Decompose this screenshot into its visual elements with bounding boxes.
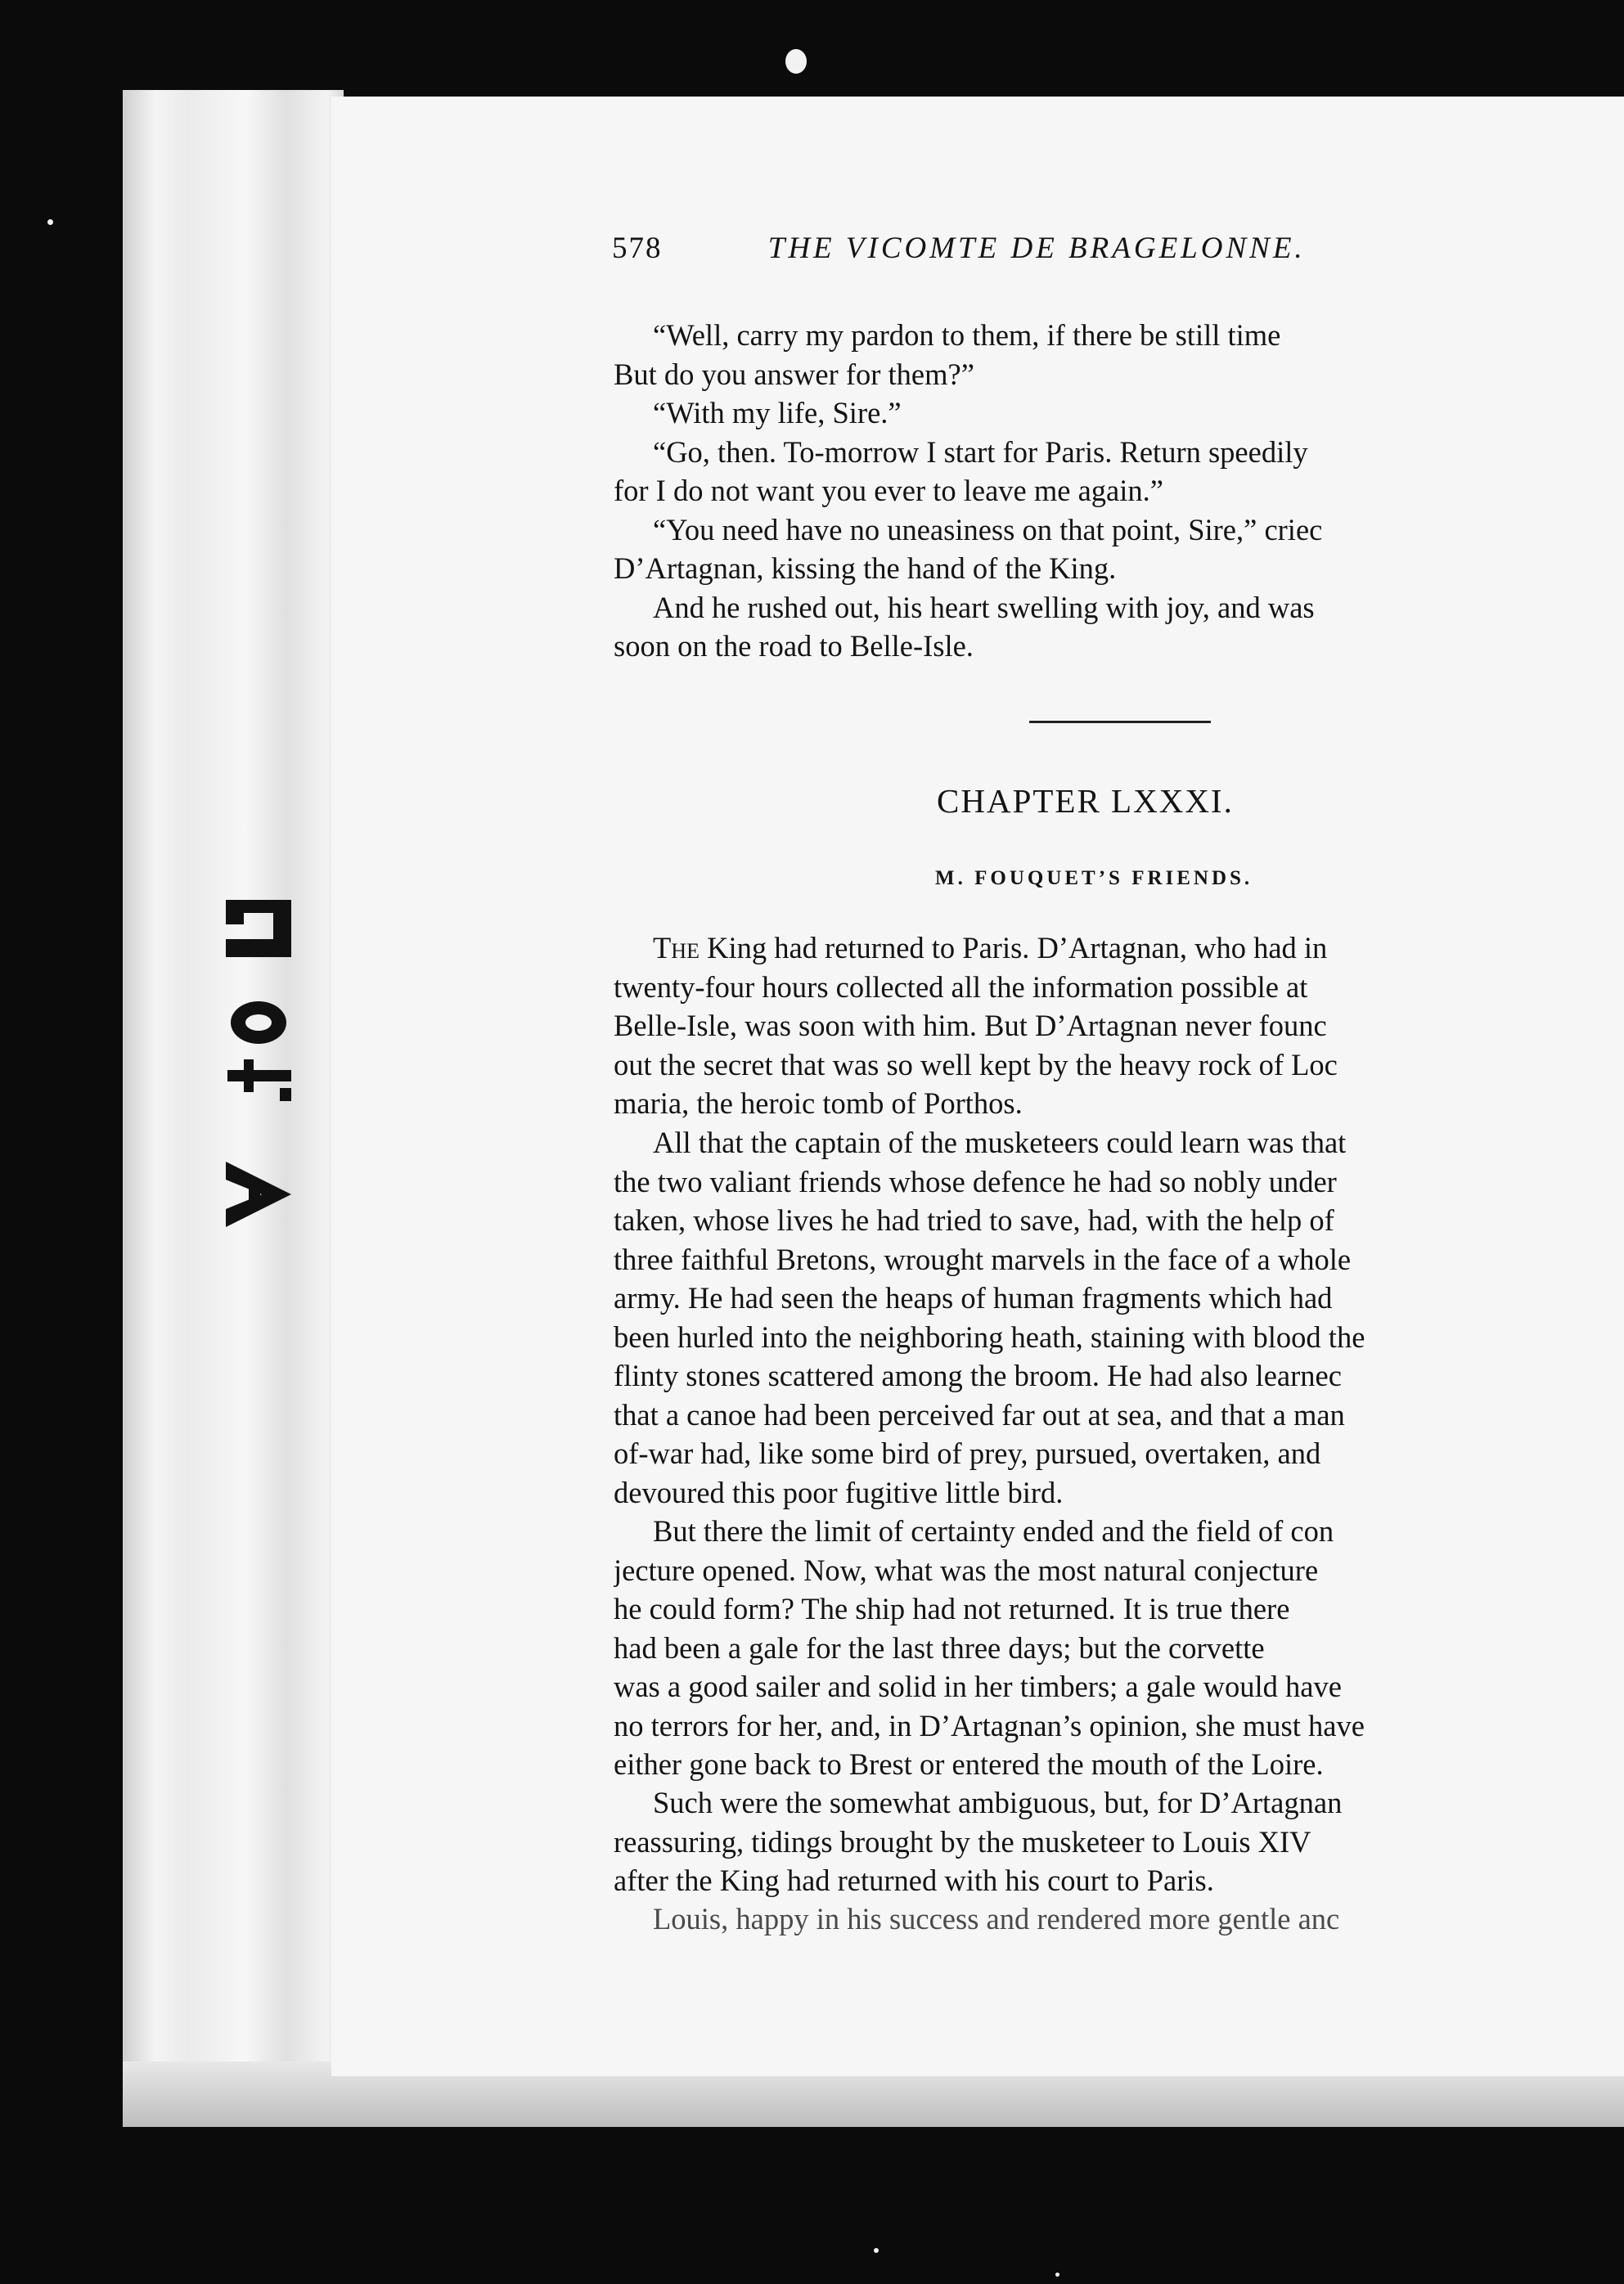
- text-line: was a good sailer and solid in her timbers; a gale would have: [614, 1670, 1342, 1703]
- dust-speck: [874, 2248, 879, 2253]
- paragraph-4: [614, 1783, 1624, 1900]
- paragraph-2: [614, 1123, 1624, 1512]
- chapter-subtitle: M. FOUQUET’S FRIENDS.: [935, 867, 1253, 889]
- text-line: maria, the heroic tomb of Porthos.: [614, 1086, 1023, 1120]
- text-line: And he rushed out, his heart swelling with joy, and was: [653, 590, 1315, 624]
- text-line: “You need have no uneasiness on that point, Sire,” criec: [653, 512, 1323, 546]
- opening-paragraphs: [614, 316, 1624, 666]
- text-line: the two valiant friends whose defence he had so nobly under: [614, 1164, 1337, 1198]
- section-rule: [1029, 721, 1211, 723]
- text-line: D’Artagnan, kissing the hand of the King.: [614, 551, 1117, 585]
- text-line: twenty-four hours collected all the information possible at: [614, 969, 1308, 1004]
- running-head: [612, 231, 1306, 266]
- text-line: after the King had returned with his court to Paris.: [614, 1864, 1214, 1897]
- text-line: of-war had, like some bird of prey, pursued, overtaken, and: [614, 1436, 1321, 1470]
- text-line: Louis, happy in his success and rendered more gentle anc: [653, 1902, 1340, 1936]
- text-line: devoured this poor fugitive little bird.: [614, 1475, 1064, 1509]
- text-line: taken, whose lives he had tried to save, had, with the help of: [614, 1203, 1334, 1237]
- text-line: out the secret that was so well kept by the heavy rock of Loc: [614, 1047, 1338, 1081]
- text-line: reassuring, tidings brought by the musketeer to Louis XIV: [614, 1824, 1311, 1859]
- text-line: But do you answer for them?”: [614, 357, 974, 391]
- text-line: been hurled into the neighboring heath, staining with blood the: [614, 1320, 1365, 1354]
- text-line: either gone back to Brest or entered the mouth of the Loire.: [614, 1747, 1324, 1781]
- dust-speck: [785, 49, 807, 74]
- book-title: THE VICOMTE DE BRAGELONNE.: [767, 232, 1306, 265]
- text-line: that a canoe had been perceived far out at sea, and that a man: [614, 1397, 1345, 1432]
- text-line: flinty stones scattered among the broom. He had also learnec: [614, 1359, 1342, 1392]
- text-line: “Go, then. To-morrow I start for Paris. Return speedily: [653, 434, 1308, 469]
- text-line: jecture opened. Now, what was the most natural conjecture: [614, 1553, 1319, 1587]
- text-line: Belle-Isle, was soon with him. But D’Artagnan never founc: [614, 1009, 1327, 1042]
- text-line: soon on the road to Belle-Isle.: [614, 629, 974, 663]
- dust-speck: [47, 219, 53, 225]
- text-line: All that the captain of the musketeers could learn was that: [653, 1126, 1347, 1159]
- text-line: army. He had seen the heaps of human fragments which had: [614, 1281, 1333, 1315]
- dust-speck: [1055, 2273, 1059, 2277]
- drop-word: The: [653, 931, 700, 964]
- page-number: 578: [612, 232, 663, 265]
- text-line: no terrors for her, and, in D’Artagnan’s opinion, she must have: [614, 1708, 1365, 1742]
- text-line: for I do not want you ever to leave me again.”: [614, 474, 1163, 507]
- text-line: Such were the somewhat ambiguous, but, for D’Artagnan: [653, 1786, 1343, 1819]
- text-line: [614, 928, 1624, 968]
- text-fragment: King had returned to Paris. D’Artagnan, who had in: [699, 931, 1328, 964]
- text-line: “With my life, Sire.”: [653, 396, 902, 429]
- text-line: he could form? The ship had not returned. It is true there: [614, 1592, 1290, 1625]
- paragraph-3: [614, 1512, 1624, 1784]
- chapter-heading: CHAPTER LXXXI.: [937, 782, 1234, 820]
- text-line: But there the limit of certainty ended and the field of con: [653, 1514, 1334, 1548]
- text-line: three faithful Bretons, wrought marvels in the face of a whole: [614, 1242, 1352, 1276]
- text-line: “Well, carry my pardon to them, if there be still time: [653, 318, 1281, 352]
- paragraph-5: [614, 1900, 1624, 1939]
- library-stamp: [211, 892, 309, 1301]
- text-line: had been a gale for the last three days; but the corvette: [614, 1630, 1265, 1665]
- paragraph-1: [614, 928, 1624, 1123]
